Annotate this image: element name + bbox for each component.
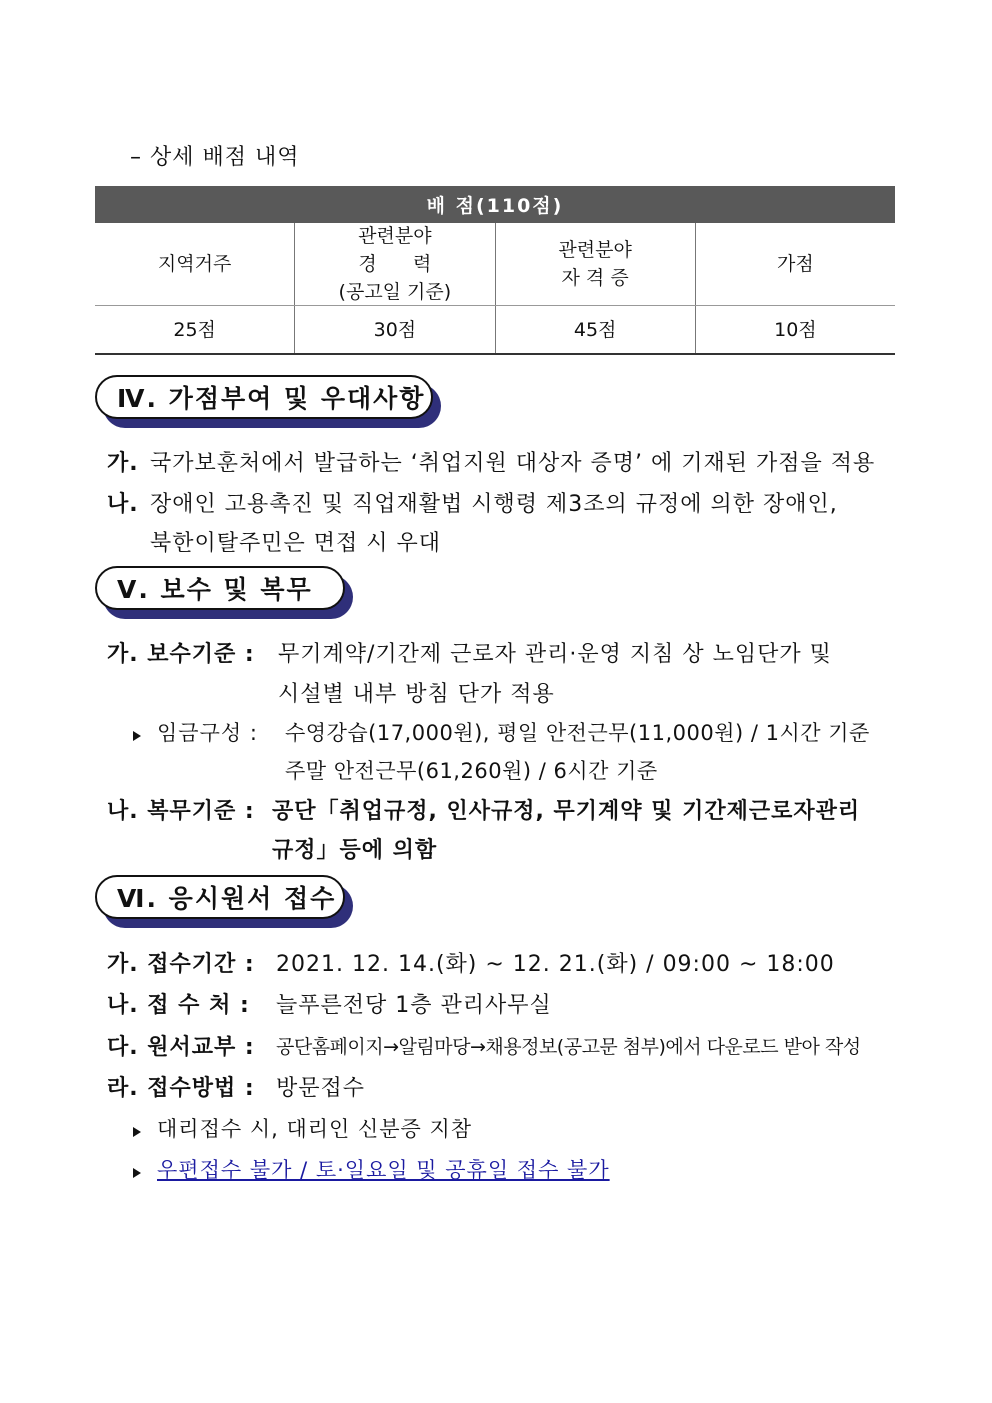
section-4-title: Ⅳ. 가점부여 및 우대사항 [95,375,433,419]
pay-text-cont: 시설별 내부 방침 단가 적용 [278,682,555,707]
item-label: 라. 접수방법 : [107,1076,255,1101]
column-label: 관련분야 경 력 (공고일 기준) [338,225,452,303]
pay-label: 가. 보수기준 : [107,642,255,667]
column-label: 관련분야 자 격 증 [558,239,632,289]
detail-heading: – 상세 배점 내역 [130,145,300,170]
score-table-values [95,306,895,355]
duty-text: 공단「취업규정, 인사규정, 무기계약 및 기간제근로자관리 [272,799,861,824]
bullet-triangle-icon [133,1122,141,1141]
item-text-cont: 북한이탈주민은 면접 시 우대 [150,531,442,556]
item-label: 나. [107,492,139,517]
duty-text-cont: 규정」등에 의함 [272,838,438,863]
item-label: 가. 접수기간 : [107,952,255,977]
column-residence [95,223,295,305]
item-label: 가. [107,451,139,476]
item-label: 나. 접 수 처 : [107,993,250,1018]
score-table-header: 배 점(110점) [95,186,895,223]
wage-text-cont: 주말 안전근무(61,260원) / 6시간 기준 [285,759,658,783]
column-certificate [496,223,696,305]
column-bonus [696,223,895,305]
score-table [95,186,895,355]
bullet-triangle-icon [133,726,141,745]
duty-label: 나. 복무기준 : [107,799,255,824]
column-label: 가점 [777,253,814,275]
item-text: 국가보훈처에서 발급하는 ‘취업지원 대상자 증명’ 에 기재된 가점을 적용 [150,451,876,476]
column-experience [295,223,495,305]
bullet-triangle-icon [133,1163,141,1182]
score-table-columns [95,223,895,306]
form-text: 공단홈페이지→알림마당→채용정보(공고문 첨부)에서 다운로드 받아 작성 [276,1036,861,1058]
place-text: 늘푸른전당 1층 관리사무실 [276,993,552,1018]
note-text: 대리접수 시, 대리인 신분증 지참 [157,1117,473,1141]
value-cell: 25점 [95,306,295,353]
value-cell: 10점 [774,318,817,341]
section-6-title: Ⅵ. 응시원서 접수 [95,875,345,919]
column-label: 지역거주 [157,253,232,275]
method-text: 방문접수 [276,1076,366,1101]
wage-text: 수영강습(17,000원), 평일 안전근무(11,000원) / 1시간 기준 [285,721,870,745]
item-label: 다. 원서교부 : [107,1035,255,1060]
item-text: 장애인 고용촉진 및 직업재활법 시행령 제3조의 규정에 의한 장애인, [150,492,838,517]
pay-text: 무기계약/기간제 근로자 관리·운영 지침 상 노임단가 및 [278,642,832,667]
section-6-header [95,875,345,919]
section-5-header [95,566,345,610]
section-5-title: Ⅴ. 보수 및 복무 [95,566,345,610]
wage-label: 임금구성 : [157,721,258,745]
note-link[interactable]: 우편접수 불가 / 토·일요일 및 공휴일 접수 불가 [157,1158,610,1182]
period-text: 2021. 12. 14.(화) ~ 12. 21.(화) / 09:00 ~ 18:00 [276,952,835,977]
section-4-header [95,375,433,419]
value-cell: 45점 [496,306,696,353]
value-cell: 30점 [295,306,495,353]
